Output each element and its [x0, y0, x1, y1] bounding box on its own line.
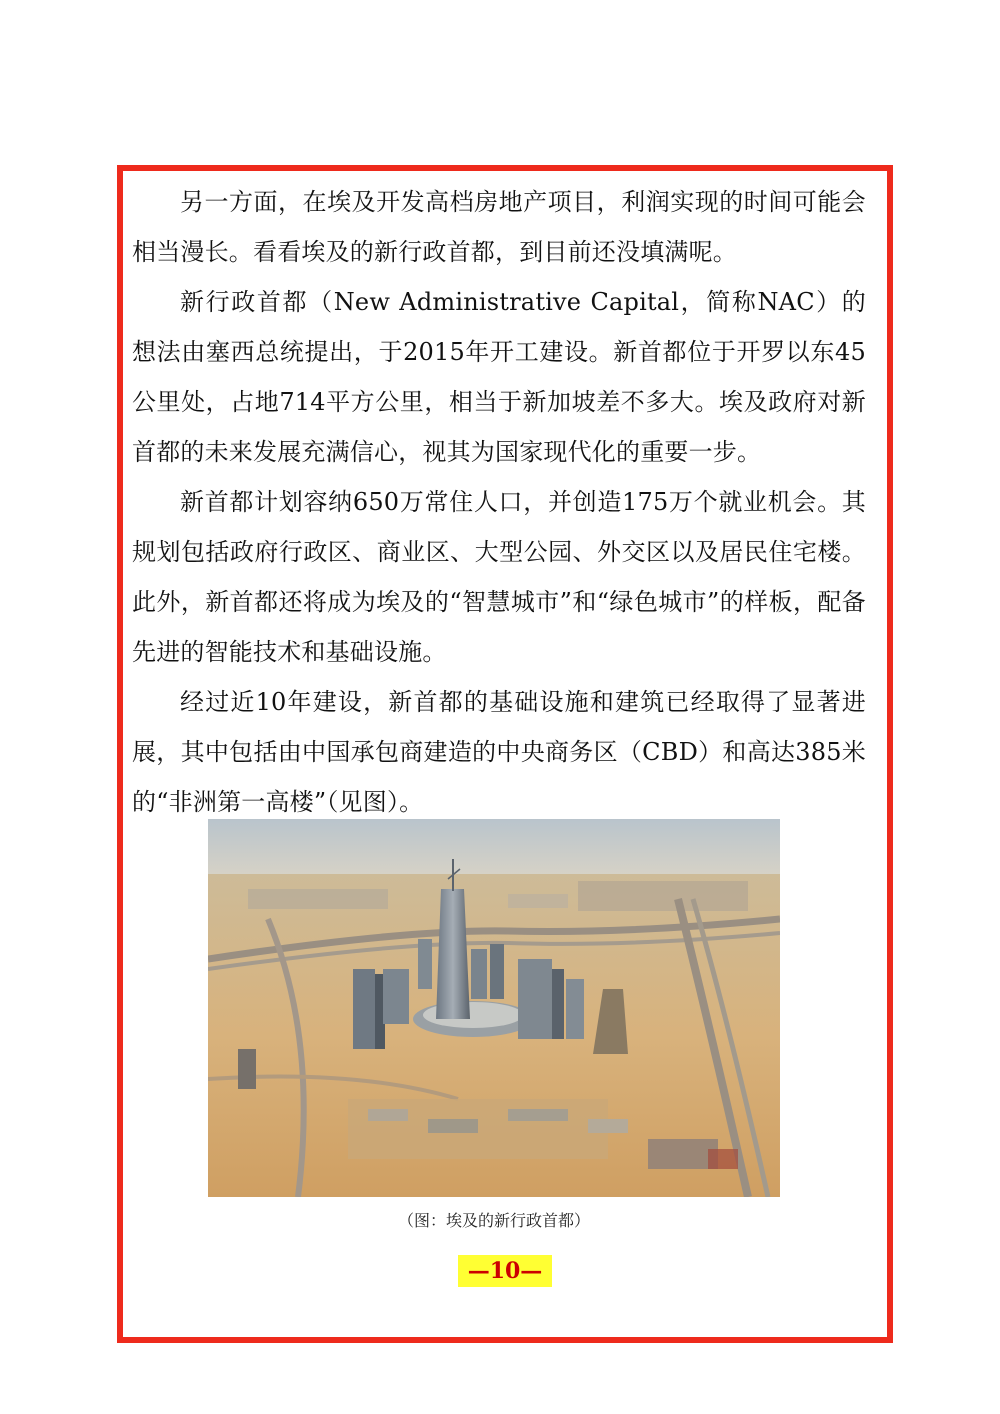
new-capital-aerial-photo	[208, 819, 780, 1197]
paragraph-3: 新首都计划容纳650万常住人口，并创造175万个就业机会。其规划包括政府行政区、商业区、大型公园、外交区以及居民住宅楼。此外，新首都还将成为埃及的“智慧城市”和“绿色城市”的样板，配备先进的智能技术和基础设施。	[132, 488, 866, 666]
figure-caption: （图：埃及的新行政首都）	[397, 1211, 590, 1230]
paragraph-4: 经过近10年建设，新首都的基础设施和建筑已经取得了显著进展，其中包括由中国承包商建造的中央商务区（CBD）和高达385米的“非洲第一高楼”（见图）。	[132, 688, 866, 816]
paragraph-2: 新行政首都（New Administrative Capital，简称NAC）的想法由塞西总统提出，于2015年开工建设。新首都位于开罗以东45公里处，占地714平方公里，相当于新加坡差不多大。埃及政府对新首都的未来发展充满信心，视其为国家现代化的重要一步。	[132, 288, 866, 466]
article-body	[132, 177, 866, 827]
paragraph-1: 另一方面，在埃及开发高档房地产项目，利润实现的时间可能会相当漫长。看看埃及的新行政首都，到目前还没填满呢。	[132, 188, 866, 266]
page-number: —10—	[458, 1255, 552, 1287]
